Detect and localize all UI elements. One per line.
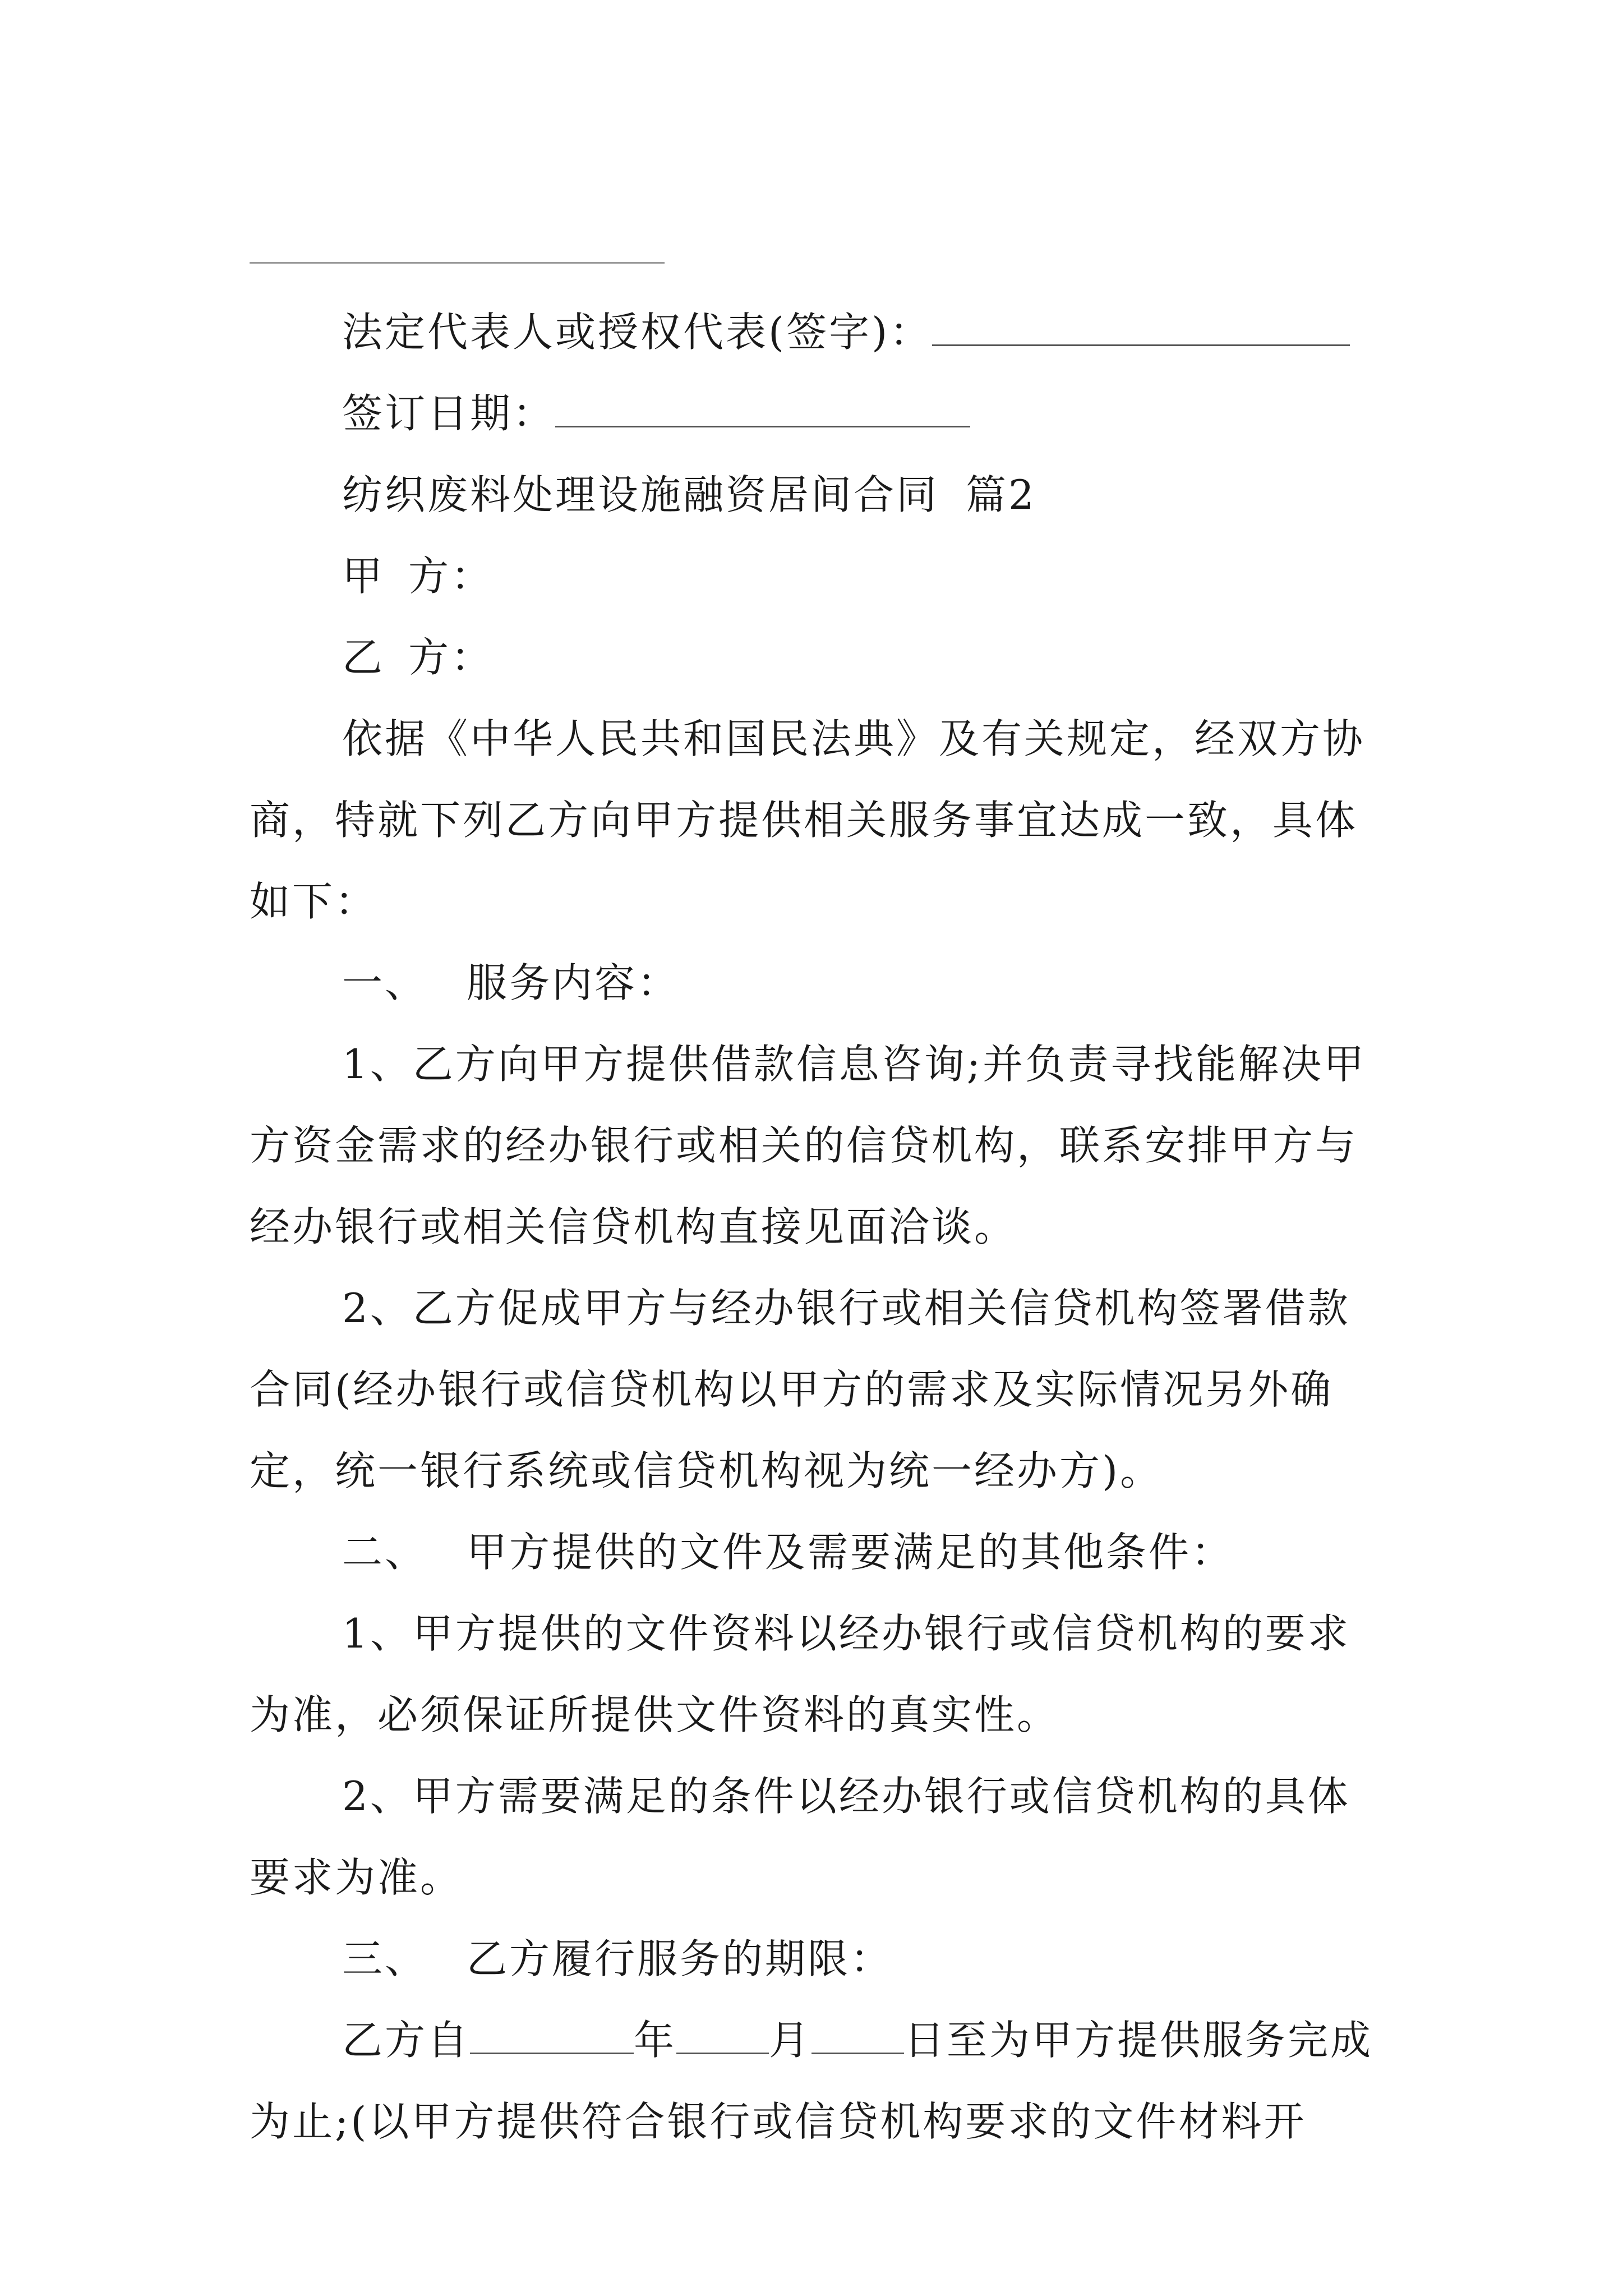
section-1-item-1-line-1: 1、乙方向甲方提供借款信息咨询;并负责寻找能解决甲 [342,1041,1367,1088]
intro-line-1: 依据《中华人民共和国民法典》及有关规定，经双方协 [342,715,1366,762]
section-1-heading [250,942,1388,1024]
section-2-item-1-line-2: 为准，必须保证所提供文件资料的真实性。 [250,1691,1060,1738]
term-prefix: 乙方自 [342,2017,471,2064]
signature-rep-line [250,292,1388,373]
top-divider-line [250,262,665,264]
section-1-item-1-line-3: 经办银行或相关信贷机构直接见面洽谈。 [250,1203,1017,1250]
section-3-number: 三、 [342,1935,428,1982]
term-year-label: 年 [634,2017,677,2064]
party-a-suffix: 方： [408,553,494,600]
contract-title [250,454,1388,536]
section-2-heading [250,1512,1388,1593]
party-b-line [250,617,1388,698]
section-2-number: 二、 [342,1529,428,1576]
section-2-title: 甲方提供的文件及需要满足的其他条件： [467,1529,1234,1576]
term-year-blank [470,2019,634,2054]
signature-date-line [250,373,1388,454]
term-suffix: 日至为甲方提供服务完成 [904,2017,1373,2064]
intro-line-3: 如下： [250,878,378,925]
section-2-item-2-line-1: 2、甲方需要满足的条件以经办银行或信贷机构的具体 [342,1773,1350,1820]
section-3-title: 乙方履行服务的期限： [467,1935,893,1982]
section-3-term-line-2: 为止;(以甲方提供符合银行或信贷机构要求的文件材料开 [250,2098,1307,2145]
section-1-item-2-line-2: 合同(经办银行或信贷机构以甲方的需求及实际情况另外确 [250,1366,1334,1413]
section-1-title: 服务内容： [467,959,680,1006]
section-1-number: 一、 [342,959,428,1006]
section-1-item-1-line-2: 方资金需求的经办银行或相关的信贷机构，联系安排甲方与 [250,1122,1358,1169]
intro-line-2: 商，特就下列乙方向甲方提供相关服务事宜达成一致，具体 [250,797,1358,844]
signature-date-label: 签订日期： [342,390,556,437]
section-3-term-line-1 [250,2000,1388,2081]
contract-title-suffix: 篇2 [966,471,1036,518]
term-day-blank [811,2019,904,2054]
party-a-line [250,536,1388,617]
signature-date-blank [555,392,970,427]
section-2-item-1-line-1: 1、甲方提供的文件资料以经办银行或信贷机构的要求 [342,1610,1350,1657]
term-month-blank [676,2019,769,2054]
document-body [250,292,1388,2162]
party-a-char: 甲 [342,553,385,600]
signature-rep-blank [932,311,1350,346]
section-2-item-2-line-2: 要求为准。 [250,1854,463,1901]
term-month-label: 月 [769,2017,812,2064]
section-3-heading [250,1918,1388,2000]
signature-rep-label: 法定代表人或授权代表(签字)： [342,309,933,356]
section-1-item-2-line-3: 定，统一银行系统或信贷机构视为统一经办方)。 [250,1447,1163,1494]
party-b-suffix: 方： [408,634,494,681]
contract-title-text: 纺织废料处理设施融资居间合同 [342,471,939,518]
section-1-item-2-line-1: 2、乙方促成甲方与经办银行或相关信贷机构签署借款 [342,1285,1350,1332]
party-b-char: 乙 [342,634,385,681]
